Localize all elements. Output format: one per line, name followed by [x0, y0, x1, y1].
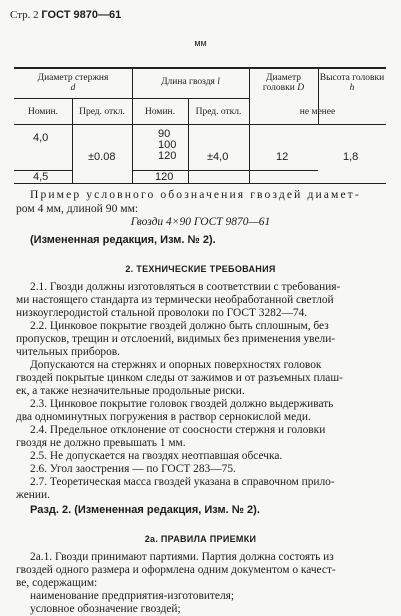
col-diameter: Диаметр стержня d — [37, 73, 109, 93]
col-length-dev: Пред. откл. — [195, 107, 242, 117]
cell-d: 4,5 — [33, 171, 49, 183]
text-line: гвоздей покрытые цинком следы от зажимов и от разъемных плаш- — [16, 372, 343, 384]
section-2a-title: 2а. ПРАВИЛА ПРИЕМКИ — [144, 534, 257, 544]
example-line-2: ром 4 мм, длиной 90 мм: — [16, 202, 139, 215]
text-line: наименование предприятия-изготовителя; — [30, 590, 235, 602]
col-head-diameter: Диаметр головки D — [262, 73, 305, 93]
text-line: низкоуглеродистой стальной проволоки по ГОСТ 3282—74. — [16, 307, 308, 319]
text-line: пропусков, трещин и отслоений, видимых без применения увели- — [16, 333, 336, 345]
cell-d-dev: ±0.08 — [88, 151, 116, 163]
text-line: 2.3. Цинковое покрытие головок гвоздей должно выдерживать — [30, 398, 334, 410]
text-line: 2.2. Цинковое покрытие гвоздей должно быть сплошным, без — [30, 320, 329, 332]
text-line: чительных приборов. — [16, 346, 121, 358]
example-line-1: Пример условного обозначения гвоздей диамет- — [30, 188, 361, 201]
text-line: 2.4. Предельное отклонение от соосности стержня и головки — [30, 424, 326, 436]
text-line: гвоздя не должно превышать 1 мм. — [16, 437, 186, 449]
page-number: Стр. 2 — [10, 9, 39, 21]
cell-l-dev: ±4,0 — [207, 151, 229, 163]
text-line: жении. — [16, 489, 50, 501]
col-diameter-dev: Пред. откл. — [79, 107, 125, 117]
text-line: условное обозначение гвоздей; — [30, 603, 181, 615]
text-line: 2.7. Теоретическая масса гвоздей указана в справочном прило- — [30, 476, 335, 488]
col-not-less: не менее — [299, 107, 336, 117]
text-line: гвоздей одного размера и оформлена одним документом о качест- — [16, 564, 336, 576]
col-length-nom: Номин. — [145, 107, 175, 117]
table-top-rule — [14, 67, 386, 69]
section-2-amended: Разд. 2. (Измененная редакция, Изм. № 2). — [30, 504, 260, 516]
cell-l: 90 100 120 — [158, 128, 177, 162]
cell-D: 12 — [276, 151, 289, 163]
text-line: 2.5. Не допускается на гвоздях неотпавшая обсечка. — [30, 450, 283, 462]
table-bottom-rule — [14, 183, 386, 184]
text-line: ми настоящего стандарта из термически необработанной светлой — [16, 294, 334, 306]
cell-h: 1,8 — [343, 151, 359, 163]
table-unit: мм — [194, 38, 207, 48]
text-line: 2.1. Гвозди должны изготовляться в соответствии с требования- — [30, 281, 341, 293]
cell-d: 4,0 — [33, 132, 49, 144]
text-line: два одноминутных погружения в раствор сернокислой меди. — [16, 411, 311, 423]
table-header-rule-2 — [14, 124, 386, 125]
col-head-height: Высота головки h — [319, 73, 385, 93]
section-2-title: 2. ТЕХНИЧЕСКИЕ ТРЕБОВАНИЯ — [125, 264, 276, 274]
cell-l: 120 — [155, 171, 174, 183]
page-header — [10, 9, 121, 21]
standard-number: ГОСТ 9870—61 — [41, 9, 122, 21]
text-line: 2.6. Угол заострения — по ГОСТ 283—75. — [30, 463, 236, 475]
example-amended: (Измененная редакция, Изм. № 2). — [30, 234, 216, 246]
text-line: 2а.1. Гвозди принимают партиями. Партия должна состоять из — [30, 551, 334, 563]
example-designation: Гвозди 4×90 ГОСТ 9870—61 — [130, 216, 271, 228]
text-line: Допускаются на стержнях и опорных поверхностях головок — [30, 359, 322, 371]
col-length: Длина гвоздя l — [161, 77, 220, 87]
text-line: ве, содержащим: — [16, 577, 98, 589]
text-line: ек, а также незначительные продольные риски. — [16, 385, 245, 397]
col-diameter-nom: Номин. — [28, 107, 58, 117]
